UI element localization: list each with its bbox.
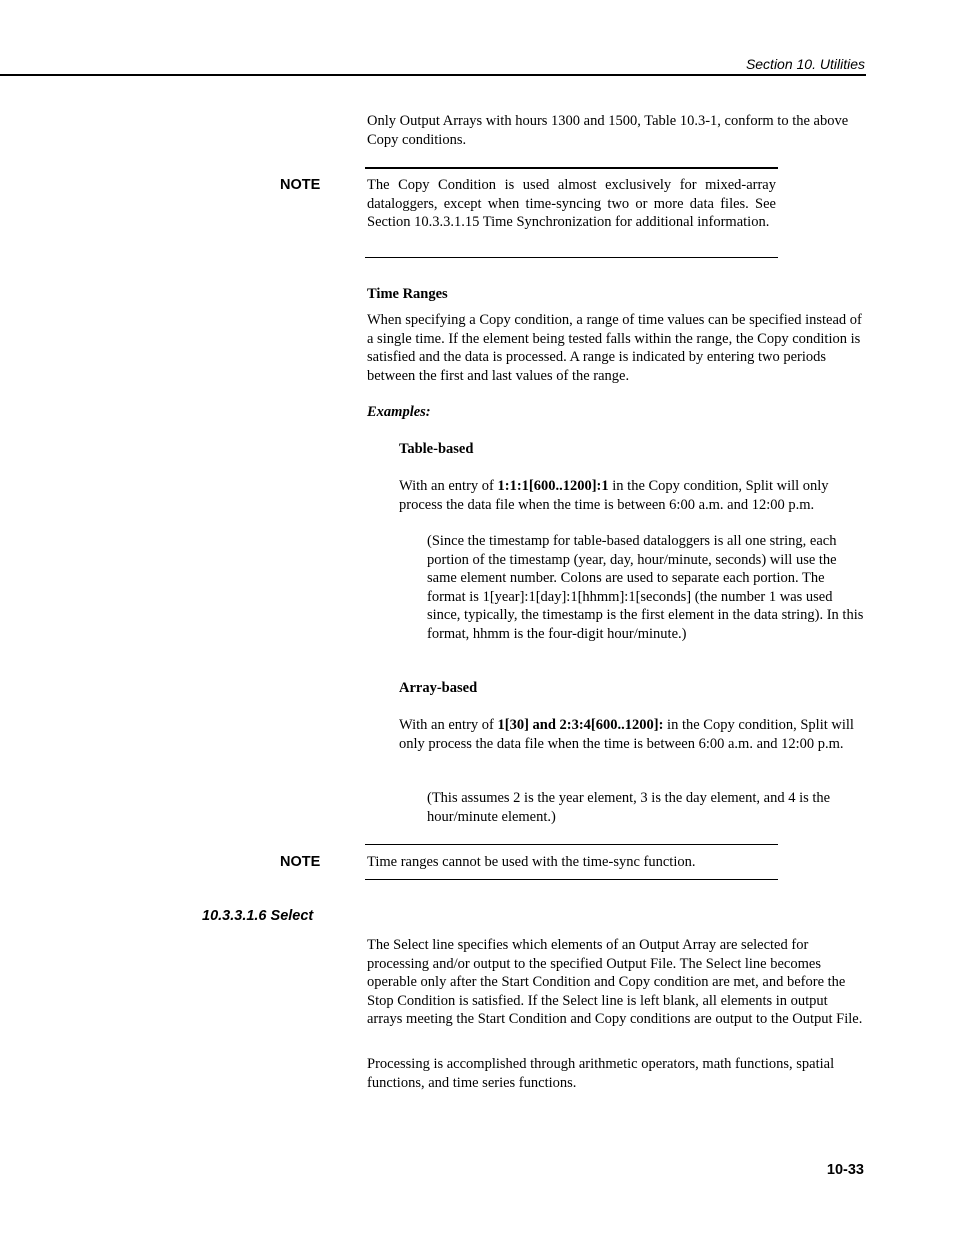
- table-based-text-before: With an entry of: [399, 478, 498, 494]
- array-based-text-before: With an entry of: [399, 717, 498, 733]
- note-bottom-rule: [365, 257, 778, 258]
- section-heading-select: 10.3.3.1.6 Select: [202, 908, 314, 924]
- table-based-text-after: in the Copy condition, Split will only process the data file when the time is between 6:00 a.m. and 12:00 p.m.: [399, 478, 829, 513]
- note-label: NOTE: [280, 177, 321, 193]
- header-rule: [0, 74, 866, 76]
- table-based-code: 1:1:1[600..1200]:1: [497, 478, 609, 494]
- select-paragraph-1: The Select line specifies which elements of an Output Array are selected for processing and/or output to the specified Output File. The Select line becomes operable only after the Start Condition and Copy condition are met, and before the Stop Condition is satisfied. If the Select line is left blank, all elements in output arrays meeting the Start Condition and Copy conditions are output to the Output File.: [367, 937, 863, 1027]
- note-top-rule: [365, 167, 778, 169]
- running-header: Section 10. Utilities: [745, 56, 865, 72]
- note2-label: NOTE: [280, 854, 321, 870]
- time-ranges-heading: Time Ranges: [367, 286, 448, 302]
- note2-bottom-rule: [365, 879, 778, 880]
- array-based-heading: Array-based: [399, 680, 478, 696]
- examples-heading: Examples:: [367, 404, 431, 420]
- table-based-heading: Table-based: [399, 441, 474, 457]
- array-based-text-after: in the Copy condition, Split will only process the data file when the time is between 6:00 a.m. and 12:00 p.m.: [399, 717, 854, 752]
- array-based-explanation: (This assumes 2 is the year element, 3 is the day element, and 4 is the hour/minute element.): [427, 790, 831, 825]
- note2-text: Time ranges cannot be used with the time-sync function.: [367, 854, 696, 870]
- array-based-code: 1[30] and 2:3:4[600..1200]:: [497, 717, 664, 733]
- page-number: 10-33: [826, 1162, 864, 1178]
- select-paragraph-2: Processing is accomplished through arithmetic operators, math functions, spatial functions, and time series functions.: [367, 1056, 835, 1091]
- table-based-explanation: (Since the timestamp for table-based dataloggers is all one string, each portion of the timestamp (year, day, hour/minute, seconds) will use the same element number. Colons are used to separate each portion. The format is 1[year]:1[day]:1[hhmm]:1[seconds] (the number 1 was used since, typically, the timestamp is the first element in the data string). In this format, hhmm is the four-digit hour/minute.): [427, 533, 864, 642]
- note-text: The Copy Condition is used almost exclusively for mixed-array dataloggers, except when time-syncing two or more data files. See Section 10.3.3.1.15 Time Synchronization for additional information.: [367, 177, 776, 230]
- intro-paragraph: Only Output Arrays with hours 1300 and 1500, Table 10.3-1, conform to the above Copy conditions.: [367, 113, 849, 148]
- note2-top-rule: [365, 844, 778, 845]
- table-based-paragraph: [399, 477, 865, 514]
- array-based-paragraph: [399, 716, 865, 753]
- time-ranges-paragraph: When specifying a Copy condition, a range of time values can be specified instead of a single time. If the element being tested falls within the range, the Copy condition is satisfied and the data is processed. A range is indicated by entering two periods between the first and last values of the range.: [367, 312, 862, 384]
